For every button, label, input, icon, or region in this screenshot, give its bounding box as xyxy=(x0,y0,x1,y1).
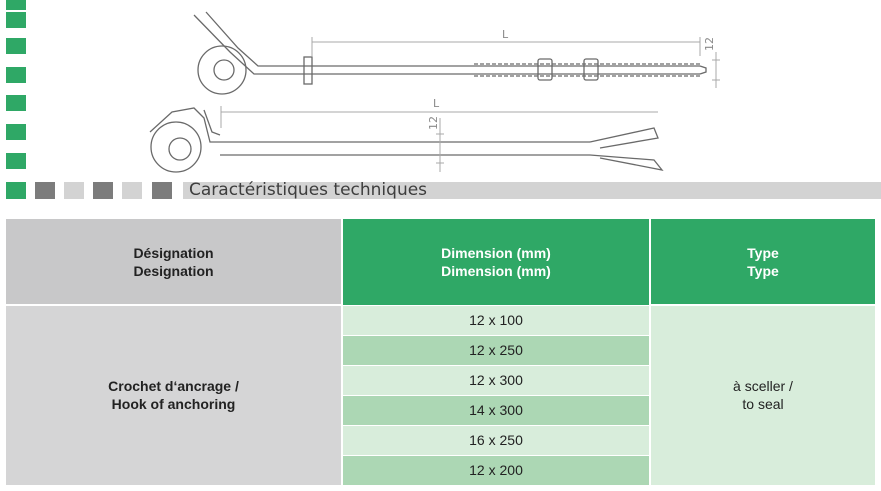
dimension-cell: 12 x 300 xyxy=(342,365,650,395)
length-label: L xyxy=(433,97,440,110)
hook-eye-inner xyxy=(169,138,191,160)
length-label: L xyxy=(502,28,509,41)
table-row xyxy=(6,305,875,335)
type-fr: à sceller / xyxy=(733,378,793,395)
washer xyxy=(304,57,312,84)
designation-en: Hook of anchoring xyxy=(111,396,236,413)
specification-table xyxy=(6,219,875,485)
anchor-hook-drawing xyxy=(0,0,881,180)
hook-eye-inner xyxy=(214,60,234,80)
designation-fr: Crochet d‘ancrage / xyxy=(108,378,239,395)
rod-end xyxy=(700,66,706,74)
hook-eye-outer xyxy=(198,46,246,94)
hook-eye-outer xyxy=(151,122,201,172)
nut xyxy=(584,59,598,80)
decor-square xyxy=(35,182,55,199)
dimension-cell: 14 x 300 xyxy=(342,395,650,425)
dimension-line-diameter xyxy=(712,52,720,88)
type-cell xyxy=(650,305,875,485)
nut xyxy=(538,59,552,80)
section-title-bar xyxy=(183,182,881,199)
decor-square xyxy=(6,182,26,199)
split-leg-lower xyxy=(590,155,662,170)
header-label-en: Type xyxy=(747,262,779,279)
header-label-en: Designation xyxy=(133,262,214,279)
section-title: Caractéristiques techniques xyxy=(189,180,428,200)
diameter-label: 12 xyxy=(703,37,716,51)
table-header-row xyxy=(6,219,875,305)
dimension-cell: 12 x 250 xyxy=(342,335,650,365)
header-designation xyxy=(6,219,342,305)
decor-square xyxy=(122,182,142,199)
hook-arm-inner xyxy=(204,110,220,135)
type-en: to seal xyxy=(742,396,784,413)
split-leg-upper xyxy=(590,128,658,148)
header-dimension xyxy=(342,219,650,305)
diameter-label: 12 xyxy=(427,116,440,130)
header-type xyxy=(650,219,875,305)
designation-cell xyxy=(6,305,342,485)
dimension-cell: 16 x 250 xyxy=(342,425,650,455)
decor-square xyxy=(93,182,113,199)
header-label-fr: Dimension (mm) xyxy=(441,244,551,261)
decor-square xyxy=(152,182,172,199)
dimension-cell: 12 x 100 xyxy=(342,305,650,335)
header-label-en: Dimension (mm) xyxy=(441,262,551,279)
dimension-cell: 12 x 200 xyxy=(342,455,650,485)
header-label-fr: Type xyxy=(747,244,779,261)
header-label-fr: Désignation xyxy=(133,244,214,261)
decor-square xyxy=(64,182,84,199)
